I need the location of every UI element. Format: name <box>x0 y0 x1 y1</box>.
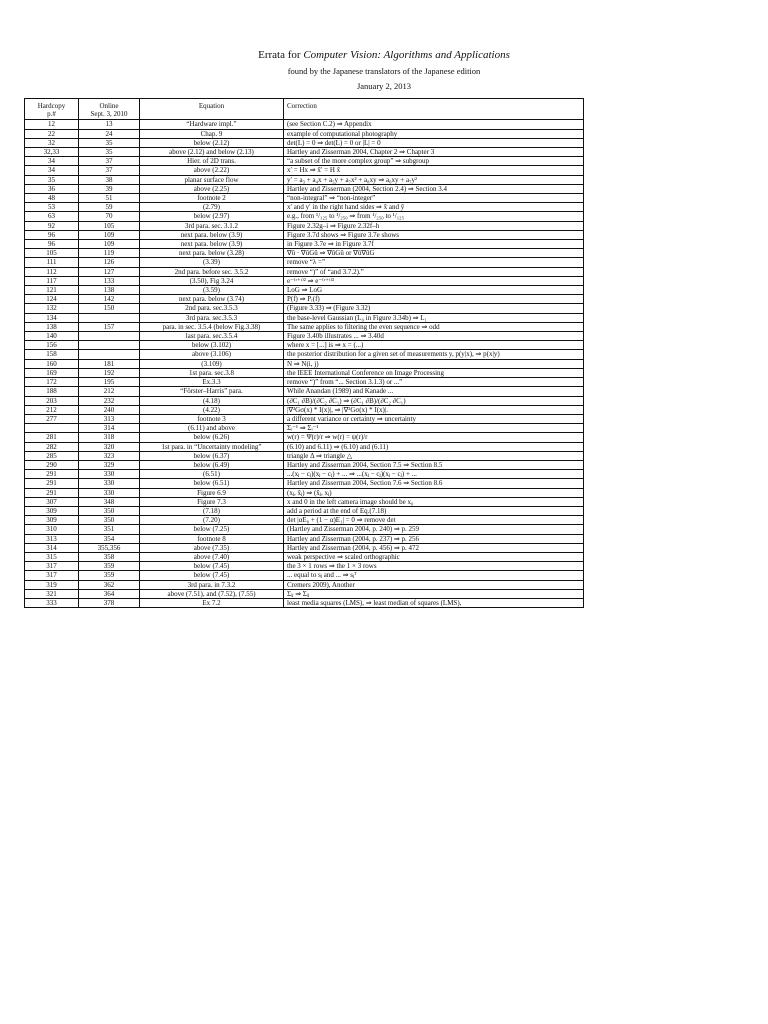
cell-correction: While Anandan (1989) and Kanade ... <box>284 387 584 396</box>
cell-correction: where x = [...] is ⇒ x = (...) <box>284 341 584 350</box>
cell-hardcopy: 203 <box>25 396 79 405</box>
cell-correction: Figure 3.40b illustrates ... ⇒ 3.40d <box>284 332 584 341</box>
cell-online: 212 <box>79 387 140 396</box>
cell-equation: below (2.97) <box>140 212 284 221</box>
table-row <box>25 414 584 423</box>
errata-table <box>24 98 584 608</box>
cell-correction: the 3 × 1 rows ⇒ the 1 × 3 rows <box>284 562 584 571</box>
table-row <box>25 184 584 193</box>
cell-equation: (6.11) and above <box>140 424 284 433</box>
cell-hardcopy: 63 <box>25 212 79 221</box>
cell-correction: triangle Δ ⇒ triangle △ <box>284 451 584 460</box>
cell-correction: ...(xⱼ − cⱼ)(xⱼ − cⱼ) + ... ⇒ ...(xⱼ − cⱼ)(xⱼ − cⱼ) + ... <box>284 470 584 479</box>
cell-online: 359 <box>79 571 140 580</box>
cell-correction: e⁻⁽ʳ⁺ᵗ⁾² ⇒ e⁻⁽ʳ⁺ᵗ⁾² <box>284 276 584 285</box>
cell-online: 37 <box>79 166 140 175</box>
cell-hardcopy: 317 <box>25 562 79 571</box>
table-row <box>25 332 584 341</box>
cell-equation: below (3.102) <box>140 341 284 350</box>
cell-online: 362 <box>79 580 140 589</box>
table-row <box>25 589 584 598</box>
table-row <box>25 304 584 313</box>
table-row <box>25 313 584 322</box>
cell-correction: the base-level Gaussian (L₀ in Figure 3.34b) ⇒ L₁ <box>284 313 584 322</box>
cell-correction: Σᵢ⁻¹ ⇒ Σᵢ⁻¹ <box>284 424 584 433</box>
cell-online: 355,356 <box>79 543 140 552</box>
cell-correction: remove “λ =” <box>284 258 584 267</box>
cell-hardcopy: 319 <box>25 580 79 589</box>
cell-equation: footnote 3 <box>140 414 284 423</box>
cell-hardcopy: 22 <box>25 129 79 138</box>
cell-equation: para. in sec. 3.5.4 (below Fig.3.38) <box>140 322 284 331</box>
table-row <box>25 138 584 147</box>
cell-online: 126 <box>79 258 140 267</box>
cell-hardcopy: 36 <box>25 184 79 193</box>
cell-correction: weak perspective ⇒ scaled orthographic <box>284 552 584 561</box>
cell-hardcopy: 132 <box>25 304 79 313</box>
table-row <box>25 534 584 543</box>
cell-correction: example of computational photography <box>284 129 584 138</box>
cell-correction: Cremers 2009), Another <box>284 580 584 589</box>
cell-online <box>79 332 140 341</box>
header-online <box>79 99 140 120</box>
errata-body <box>25 120 584 608</box>
cell-equation: (2.79) <box>140 203 284 212</box>
cell-hardcopy: 32 <box>25 138 79 147</box>
cell-hardcopy: 53 <box>25 203 79 212</box>
cell-online: 330 <box>79 488 140 497</box>
cell-correction: Hartley and Zisserman (2004, Section 2.4) ⇒ Section 3.4 <box>284 184 584 193</box>
cell-correction: ... equal to sⱼ and ... ⇒ sⱼᵀ <box>284 571 584 580</box>
table-row <box>25 359 584 368</box>
cell-equation: planar surface flow <box>140 175 284 184</box>
cell-hardcopy: 169 <box>25 368 79 377</box>
cell-correction: the IEEE International Conference on Image Processing <box>284 368 584 377</box>
cell-online: 70 <box>79 212 140 221</box>
table-row <box>25 350 584 359</box>
cell-hardcopy: 291 <box>25 479 79 488</box>
cell-equation: Figure 7.3 <box>140 497 284 506</box>
table-row <box>25 433 584 442</box>
cell-hardcopy: 333 <box>25 598 79 607</box>
table-row <box>25 405 584 414</box>
table-row <box>25 148 584 157</box>
cell-equation: above (7.51), and (7.52), (7.55) <box>140 589 284 598</box>
cell-correction: a different variance or certainty ⇒ uncertainty <box>284 414 584 423</box>
cell-equation: below (6.37) <box>140 451 284 460</box>
title-book: Computer Vision: Algorithms and Applications <box>303 49 510 61</box>
table-row <box>25 341 584 350</box>
cell-hardcopy: 291 <box>25 470 79 479</box>
cell-equation: next para. below (3.74) <box>140 295 284 304</box>
cell-equation: below (7.45) <box>140 562 284 571</box>
cell-hardcopy: 12 <box>25 120 79 129</box>
cell-equation: next para. below (3.28) <box>140 249 284 258</box>
cell-correction: Σᵢⱼ ⇒ Σᵢⱼ <box>284 589 584 598</box>
cell-hardcopy: 35 <box>25 175 79 184</box>
cell-correction: Hartley and Zisserman 2004, Section 7.6 ⇒ Section 8.6 <box>284 479 584 488</box>
cell-equation: below (7.45) <box>140 571 284 580</box>
cell-online: 348 <box>79 497 140 506</box>
cell-online: 35 <box>79 138 140 147</box>
cell-online: 109 <box>79 230 140 239</box>
cell-equation: above (7.35) <box>140 543 284 552</box>
cell-equation: 3rd para. in 7.3.2 <box>140 580 284 589</box>
cell-hardcopy: 188 <box>25 387 79 396</box>
cell-hardcopy: 112 <box>25 267 79 276</box>
cell-online: 313 <box>79 414 140 423</box>
cell-equation: footnote 2 <box>140 194 284 203</box>
cell-correction: x′ and y′ in the right hand sides ⇒ x̂ and ŷ <box>284 203 584 212</box>
cell-online <box>79 313 140 322</box>
cell-correction: add a period at the end of Eq.(7.18) <box>284 506 584 515</box>
cell-hardcopy: 307 <box>25 497 79 506</box>
cell-equation: 1st para. in “Uncertainty modeling” <box>140 442 284 451</box>
cell-online: 105 <box>79 221 140 230</box>
cell-correction: x′ = Hx ⇒ x̃′ = H x̃ <box>284 166 584 175</box>
cell-online <box>79 350 140 359</box>
cell-online: 330 <box>79 470 140 479</box>
cell-correction: det(L) = 0 ⇒ det(L) = 0 or |L| = 0 <box>284 138 584 147</box>
cell-correction: w(r) = Ψ(r)/r ⇒ w(r) = ψ(r)/r <box>284 433 584 442</box>
cell-equation: last para. sec.3.5.4 <box>140 332 284 341</box>
cell-hardcopy: 96 <box>25 230 79 239</box>
cell-hardcopy: 277 <box>25 414 79 423</box>
cell-correction: Hartley and Zisserman 2004, Chapter 2 ⇒ Chapter 3 <box>284 148 584 157</box>
cell-equation: next para. below (3.9) <box>140 230 284 239</box>
cell-online: 350 <box>79 516 140 525</box>
cell-correction: y′ = a₃ + a₄x + a₅y + a₇x² + a₈xy ⇒ a₆xy + a₇y² <box>284 175 584 184</box>
cell-equation: Figure 6.9 <box>140 488 284 497</box>
cell-equation: (3.39) <box>140 258 284 267</box>
cell-hardcopy: 281 <box>25 433 79 442</box>
cell-equation: 1st para. sec.3.8 <box>140 368 284 377</box>
table-row <box>25 276 584 285</box>
cell-equation: above (7.40) <box>140 552 284 561</box>
cell-correction: Hartley and Zisserman (2004, p. 456) ⇒ p. 472 <box>284 543 584 552</box>
cell-equation: (7.18) <box>140 506 284 515</box>
cell-hardcopy: 313 <box>25 534 79 543</box>
table-row <box>25 129 584 138</box>
cell-online: 38 <box>79 175 140 184</box>
table-row <box>25 322 584 331</box>
table-row <box>25 157 584 166</box>
cell-hardcopy: 309 <box>25 516 79 525</box>
header-hardcopy-line1: Hardcopy <box>37 102 66 110</box>
header-row <box>25 99 584 120</box>
cell-online: 133 <box>79 276 140 285</box>
cell-online: 35 <box>79 148 140 157</box>
cell-hardcopy: 315 <box>25 552 79 561</box>
cell-equation: below (6.26) <box>140 433 284 442</box>
cell-hardcopy: 32,33 <box>25 148 79 157</box>
cell-equation: (7.20) <box>140 516 284 525</box>
table-row <box>25 470 584 479</box>
cell-equation: 2nd para. sec.3.5.3 <box>140 304 284 313</box>
cell-online: 59 <box>79 203 140 212</box>
cell-correction: Hartley and Zisserman 2004, Section 7.5 ⇒ Section 8.5 <box>284 460 584 469</box>
table-row <box>25 212 584 221</box>
table-row <box>25 249 584 258</box>
cell-hardcopy: 92 <box>25 221 79 230</box>
cell-hardcopy: 285 <box>25 451 79 460</box>
cell-hardcopy: 158 <box>25 350 79 359</box>
cell-online: 37 <box>79 157 140 166</box>
cell-correction: det |αE₀ + (1 − α)E₁| = 0 ⇒ remove det <box>284 516 584 525</box>
cell-correction: Figure 3.7d shows ⇒ Figure 3.7e shows <box>284 230 584 239</box>
cell-correction: (xⱼ, x̂ⱼ) ⇒ (x̂ⱼ, xⱼ) <box>284 488 584 497</box>
cell-equation: above (2.22) <box>140 166 284 175</box>
cell-equation: “Förster–Harris” para. <box>140 387 284 396</box>
table-row <box>25 460 584 469</box>
cell-equation: (3.109) <box>140 359 284 368</box>
cell-online: 51 <box>79 194 140 203</box>
cell-online: 127 <box>79 267 140 276</box>
table-row <box>25 387 584 396</box>
cell-correction: The same applies to filtering the even sequence ⇒ odd <box>284 322 584 331</box>
cell-equation: above (2.25) <box>140 184 284 193</box>
header-correction: Correction <box>284 99 584 120</box>
title-prefix: Errata for <box>258 49 301 61</box>
cell-online <box>79 341 140 350</box>
cell-equation: above (3.106) <box>140 350 284 359</box>
cell-correction: (∂C₁ ∂B)/(∂C₂ ∂C₁) ⇒ (∂C₁ ∂B)/(∂C₂ ∂C₁) <box>284 396 584 405</box>
cell-hardcopy <box>25 424 79 433</box>
cell-equation: above (2.12) and below (2.13) <box>140 148 284 157</box>
cell-correction: P(f) ⇒ Pᵣ(f) <box>284 295 584 304</box>
header-online-line2: Sept. 3, 2010 <box>90 110 128 119</box>
cell-hardcopy: 290 <box>25 460 79 469</box>
cell-online: 320 <box>79 442 140 451</box>
cell-hardcopy: 105 <box>25 249 79 258</box>
cell-correction: (Hartley and Zisserman 2004, p. 240) ⇒ p. 259 <box>284 525 584 534</box>
cell-online: 195 <box>79 378 140 387</box>
cell-hardcopy: 134 <box>25 313 79 322</box>
cell-online: 109 <box>79 240 140 249</box>
table-row <box>25 120 584 129</box>
table-row <box>25 442 584 451</box>
cell-online: 318 <box>79 433 140 442</box>
cell-correction: the posterior distribution for a given set of measurements y, p(y|x), ⇒ p(x|y) <box>284 350 584 359</box>
cell-hardcopy: 138 <box>25 322 79 331</box>
cell-online: 364 <box>79 589 140 598</box>
cell-equation: below (7.25) <box>140 525 284 534</box>
cell-hardcopy: 310 <box>25 525 79 534</box>
table-row <box>25 230 584 239</box>
cell-equation: below (6.51) <box>140 479 284 488</box>
cell-online: 13 <box>79 120 140 129</box>
cell-online: 323 <box>79 451 140 460</box>
cell-correction: (Figure 3.33) ⇒ (Figure 3.32) <box>284 304 584 313</box>
cell-hardcopy: 34 <box>25 166 79 175</box>
table-row <box>25 267 584 276</box>
cell-correction: x and 0 in the left camera image should be x₀ <box>284 497 584 506</box>
table-row <box>25 424 584 433</box>
cell-online: 358 <box>79 552 140 561</box>
cell-online: 39 <box>79 184 140 193</box>
cell-hardcopy: 140 <box>25 332 79 341</box>
cell-correction: (6.10) and 6.11) ⇒ (6.10) and (6.11) <box>284 442 584 451</box>
table-row <box>25 479 584 488</box>
cell-online: 330 <box>79 479 140 488</box>
cell-online: 351 <box>79 525 140 534</box>
table-row <box>25 203 584 212</box>
cell-correction: in Figure 3.7e ⇒ in Figure 3.7f <box>284 240 584 249</box>
table-row <box>25 598 584 607</box>
table-row <box>25 451 584 460</box>
table-row <box>25 543 584 552</box>
cell-equation: footnote 8 <box>140 534 284 543</box>
cell-hardcopy: 121 <box>25 286 79 295</box>
table-row <box>25 396 584 405</box>
cell-equation: Chap. 9 <box>140 129 284 138</box>
table-row <box>25 506 584 515</box>
cell-hardcopy: 172 <box>25 378 79 387</box>
cell-online: 150 <box>79 304 140 313</box>
document-date: January 2, 2013 <box>356 81 412 91</box>
header-online-line1: Online <box>99 102 119 110</box>
table-row <box>25 488 584 497</box>
cell-equation: (6.51) <box>140 470 284 479</box>
cell-online: 232 <box>79 396 140 405</box>
cell-hardcopy: 48 <box>25 194 79 203</box>
cell-hardcopy: 309 <box>25 506 79 515</box>
table-row <box>25 221 584 230</box>
cell-hardcopy: 117 <box>25 276 79 285</box>
cell-correction: least media squares (LMS), ⇒ least median of squares (LMS), <box>284 598 584 607</box>
document-subtitle: found by the Japanese translators of the Japanese edition <box>287 66 481 76</box>
cell-hardcopy: 96 <box>25 240 79 249</box>
table-row <box>25 516 584 525</box>
cell-online: 24 <box>79 129 140 138</box>
table-row <box>25 295 584 304</box>
cell-online: 350 <box>79 506 140 515</box>
table-row <box>25 175 584 184</box>
document-title <box>0 49 768 61</box>
cell-equation: (4.22) <box>140 405 284 414</box>
cell-hardcopy: 160 <box>25 359 79 368</box>
header-hardcopy-line2: p.# <box>47 110 56 119</box>
cell-online: 119 <box>79 249 140 258</box>
cell-online: 157 <box>79 322 140 331</box>
cell-correction: “non-integral” ⇒ “non-integer” <box>284 194 584 203</box>
cell-online: 240 <box>79 405 140 414</box>
cell-equation: 3rd para. sec. 3.1.2 <box>140 221 284 230</box>
cell-equation: (3.50), Fig 3.24 <box>140 276 284 285</box>
table-row <box>25 194 584 203</box>
cell-hardcopy: 317 <box>25 571 79 580</box>
cell-hardcopy: 34 <box>25 157 79 166</box>
cell-hardcopy: 212 <box>25 405 79 414</box>
cell-online: 354 <box>79 534 140 543</box>
header-hardcopy <box>25 99 79 120</box>
cell-hardcopy: 321 <box>25 589 79 598</box>
cell-equation: Ex.3.3 <box>140 378 284 387</box>
table-row <box>25 368 584 377</box>
table-row <box>25 525 584 534</box>
cell-hardcopy: 124 <box>25 295 79 304</box>
cell-online: 142 <box>79 295 140 304</box>
cell-correction: ∇û · ∇ûGû ⇒ ∇ûGû or ∇û∇ûG <box>284 249 584 258</box>
table-row <box>25 258 584 267</box>
table-row <box>25 378 584 387</box>
cell-hardcopy: 111 <box>25 258 79 267</box>
cell-correction: LoG ⇒ LoG <box>284 286 584 295</box>
table-row <box>25 497 584 506</box>
cell-correction: Hartley and Zisserman (2004, p. 237) ⇒ p. 256 <box>284 534 584 543</box>
cell-correction: remove “)” of “and 3.7.2).” <box>284 267 584 276</box>
cell-correction: “a subset of the more complex group” ⇒ subgroup <box>284 157 584 166</box>
cell-equation: (3.59) <box>140 286 284 295</box>
cell-correction: remove “)” from “... Section 3.1.3) or ...” <box>284 378 584 387</box>
cell-equation: 2nd para. before sec. 3.5.2 <box>140 267 284 276</box>
cell-hardcopy: 156 <box>25 341 79 350</box>
table-row <box>25 166 584 175</box>
table-row <box>25 552 584 561</box>
cell-hardcopy: 282 <box>25 442 79 451</box>
cell-equation: next para. below (3.9) <box>140 240 284 249</box>
cell-correction: N ⇒ N(i, j) <box>284 359 584 368</box>
table-row <box>25 240 584 249</box>
cell-online: 192 <box>79 368 140 377</box>
cell-online: 314 <box>79 424 140 433</box>
cell-online: 359 <box>79 562 140 571</box>
header-equation: Equation <box>140 99 284 120</box>
cell-equation: below (2.12) <box>140 138 284 147</box>
cell-hardcopy: 291 <box>25 488 79 497</box>
cell-online: 329 <box>79 460 140 469</box>
cell-equation: Ex 7.2 <box>140 598 284 607</box>
table-row <box>25 562 584 571</box>
table-row <box>25 571 584 580</box>
cell-correction: e.g., from ¹/₁₂₅ to ¹/₂₅₀ ⇒ from ¹/₂₅₀ to ¹/₁₂₅ <box>284 212 584 221</box>
cell-online: 378 <box>79 598 140 607</box>
cell-correction: Figure 2.32g–i ⇒ Figure 2.32f–h <box>284 221 584 230</box>
cell-equation: (4.18) <box>140 396 284 405</box>
cell-equation: “Hardware impl.” <box>140 120 284 129</box>
cell-equation: Hier. of 2D trans. <box>140 157 284 166</box>
cell-online: 181 <box>79 359 140 368</box>
table-row <box>25 286 584 295</box>
cell-online: 138 <box>79 286 140 295</box>
cell-equation: 3rd para. sec.3.5.3 <box>140 313 284 322</box>
cell-equation: below (6.49) <box>140 460 284 469</box>
cell-hardcopy: 314 <box>25 543 79 552</box>
table-row <box>25 580 584 589</box>
cell-correction: (see Section C.2) ⇒ Appendix <box>284 120 584 129</box>
cell-correction: |∇²Gσ(x) * I(x)|, ⇒ |∇²Gσ(x) * I(x)|. <box>284 405 584 414</box>
